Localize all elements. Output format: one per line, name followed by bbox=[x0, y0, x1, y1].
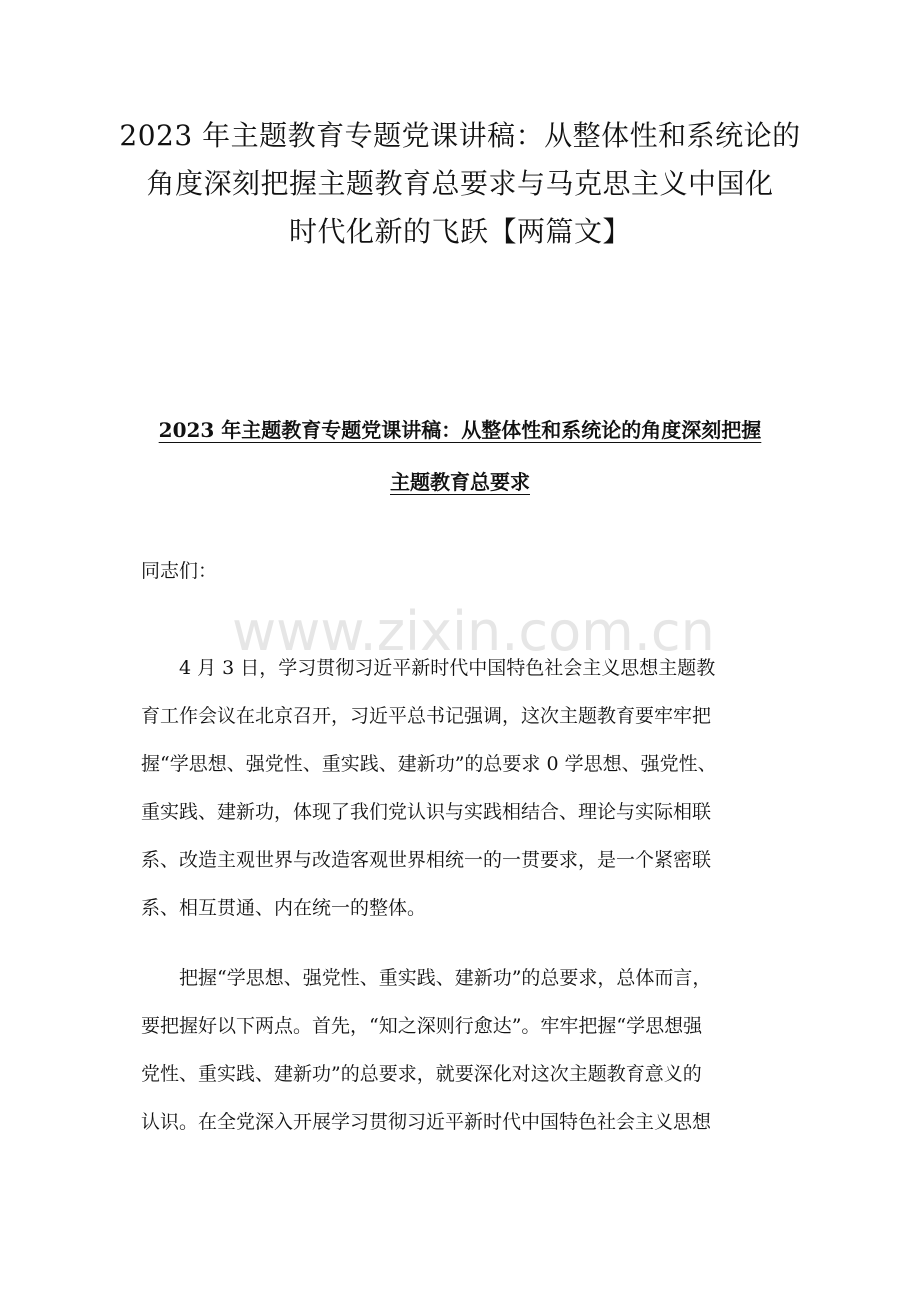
title-line: 时代化新的飞跃【两篇文】 bbox=[288, 215, 631, 248]
subtitle-line-text: 主题教育总要求 bbox=[390, 470, 530, 494]
paragraph-2 bbox=[141, 954, 781, 1146]
paragraph-1 bbox=[141, 644, 781, 932]
paragraph-line: 育工作会议在北京召开，习近平总书记强调，这次主题教育要牢牢把 bbox=[141, 705, 712, 727]
paragraph-line: 系、相互贯通、内在统一的整体。 bbox=[141, 897, 427, 919]
paragraph-line: 要把握好以下两点。首先，“知之深则行愈达”。牢牢把握“学思想强 bbox=[141, 1015, 703, 1037]
subtitle-line-text: 2023 年主题教育专题党课讲稿：从整体性和系统论的角度深刻把握 bbox=[158, 418, 762, 442]
title-line: 2023 年主题教育专题党课讲稿：从整体性和系统论的 bbox=[119, 119, 801, 152]
watermark: www.zixin.com.cn bbox=[232, 600, 715, 663]
paragraph-line: 系、改造主观世界与改造客观世界相统一的一贯要求，是一个紧密联 bbox=[141, 849, 712, 871]
document-title bbox=[110, 112, 810, 256]
paragraph-line: 把握“学思想、强党性、重实践、建新功”的总要求，总体而言， bbox=[141, 967, 712, 989]
paragraph-line: 党性、重实践、建新功”的总要求，就要深化对这次主题教育意义的 bbox=[141, 1063, 702, 1085]
paragraph-line: 握“学思想、强党性、重实践、建新功”的总要求 0 学思想、强党性、 bbox=[141, 753, 717, 775]
paragraph-line: 认识。在全党深入开展学习贯彻习近平新时代中国特色社会主义思想 bbox=[141, 1111, 712, 1133]
subtitle-line bbox=[120, 404, 800, 456]
article-subtitle bbox=[120, 404, 800, 508]
paragraph-line: 重实践、建新功，体现了我们党认识与实践相结合、理论与实际相联 bbox=[141, 801, 712, 823]
title-line: 角度深刻把握主题教育总要求与马克思主义中国化 bbox=[146, 167, 774, 200]
paragraph-line: 4 月 3 日，学习贯彻习近平新时代中国特色社会主义思想主题教 bbox=[141, 657, 716, 679]
salutation: 同志们： bbox=[141, 560, 218, 582]
subtitle-line bbox=[120, 456, 800, 508]
